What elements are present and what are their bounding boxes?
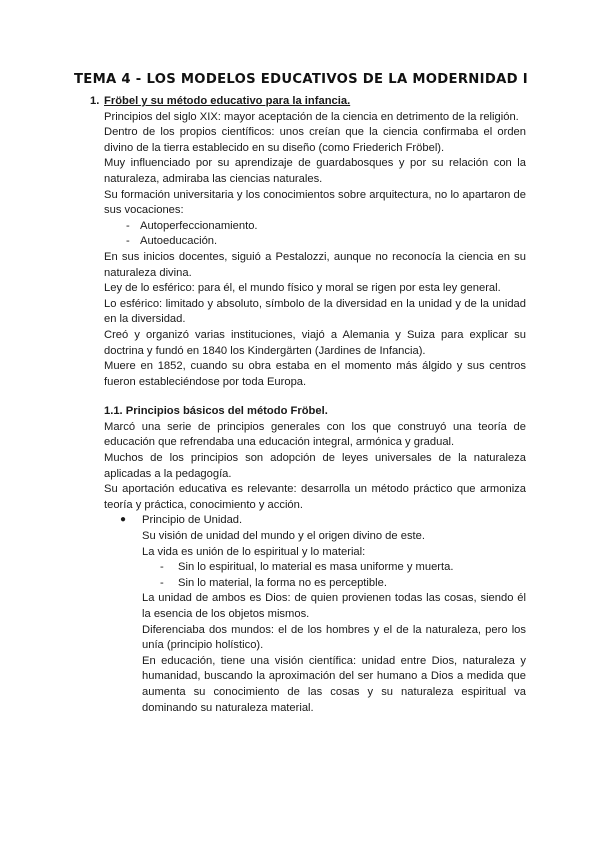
list-item (104, 234, 526, 250)
paragraph: Su formación universitaria y los conocimientos sobre arquitectura, no lo apartaron de sus vocaciones: (104, 188, 526, 217)
vocations-list (104, 219, 526, 250)
paragraph: Principios del siglo XIX: mayor aceptación de la ciencia en detrimento de la religión. (104, 110, 519, 123)
paragraph: La vida es unión de lo espiritual y lo material: (142, 545, 366, 558)
paragraph: Muere en 1852, cuando su obra estaba en el momento más álgido y sus centros fueron estableciéndose por toda Europa. (104, 360, 526, 388)
paragraph: Marcó una serie de principios generales con los que construyó una teoría de educación que refrendaba una educación integral, armónica y gradual. (104, 420, 526, 449)
document-title: TEMA 4 - LOS MODELOS EDUCATIVOS DE LA MODERNIDAD I (74, 72, 528, 87)
paragraph: Dentro de los propios científicos: unos creían que la ciencia confirmaba el orden divino de la tierra establecido en su diseño (como Friederich Fröbel). (104, 126, 526, 154)
dash-marker: - (126, 235, 130, 248)
paragraph: Ley de lo esférico: para él, el mundo físico y moral se rigen por esta ley general. (104, 282, 501, 295)
list-item (142, 560, 526, 576)
paragraph: Lo esférico: limitado y absoluto, símbolo de la diversidad en la unidad y de la unidad en la diversidad. (104, 297, 526, 326)
section-1-1-heading: 1.1. Principios básicos del método Fröbel. (104, 405, 328, 418)
principle-bullet (104, 513, 526, 529)
paragraph: Diferenciaba dos mundos: el de los hombres y el de la naturaleza, pero los unía (principio holístico). (142, 623, 526, 652)
principle-title: Principio de Unidad. (142, 514, 243, 527)
paragraph: Su aportación educativa es relevante: desarrolla un método práctico que armoniza teoría y práctica, conocimiento y acción. (104, 483, 526, 511)
paragraph: Muchos de los principios son adopción de leyes universales de la naturaleza aplicadas a la pedagogía. (104, 452, 526, 480)
section-1-heading (90, 94, 526, 110)
paragraph: En sus inicios docentes, siguió a Pestalozzi, aunque no reconocía la ciencia en su naturaleza divina. (104, 250, 526, 279)
list-item-text: Autoperfeccionamiento. (140, 219, 258, 232)
list-item-text: Sin lo material, la forma no es perceptible. (178, 576, 387, 589)
paragraph: Muy influenciado por su aprendizaje de guardabosques y por su relación con la naturaleza, admiraba las ciencias naturales. (104, 157, 526, 185)
paragraph: La unidad de ambos es Dios: de quien provienen todas las cosas, siendo él la esencia de los objetos mismos. (142, 592, 526, 620)
dash-marker: - (160, 561, 164, 574)
document-body (90, 94, 526, 716)
dash-marker: - (126, 219, 130, 232)
dash-marker: - (160, 576, 164, 589)
paragraph: Creó y organizó varias instituciones, viajó a Alemania y Suiza para explicar su doctrina y fundó en 1840 los Kindergärten (Jardines de Infancia). (104, 328, 526, 357)
list-item-text: Autoeducación. (140, 235, 218, 248)
section-1-number: 1. (90, 95, 100, 107)
section-1-heading-text: Fröbel y su método educativo para la infancia. (104, 95, 351, 107)
list-item (142, 576, 526, 592)
list-item (104, 219, 526, 235)
paragraph: Su visión de unidad del mundo y el origen divino de este. (142, 530, 425, 543)
list-item-text: Sin lo espiritual, lo material es masa uniforme y muerta. (178, 561, 454, 574)
principle-details (104, 529, 526, 716)
paragraph: En educación, tiene una visión científica: unidad entre Dios, naturaleza y humanidad, buscando la aproximación del ser humano a Dios a medida que aumenta su conocimiento de las cosas y su naturaleza espiritual va dominando su naturaleza material. (142, 654, 526, 714)
life-union-list (142, 560, 526, 591)
bullet-dot-icon: ● (120, 514, 127, 526)
